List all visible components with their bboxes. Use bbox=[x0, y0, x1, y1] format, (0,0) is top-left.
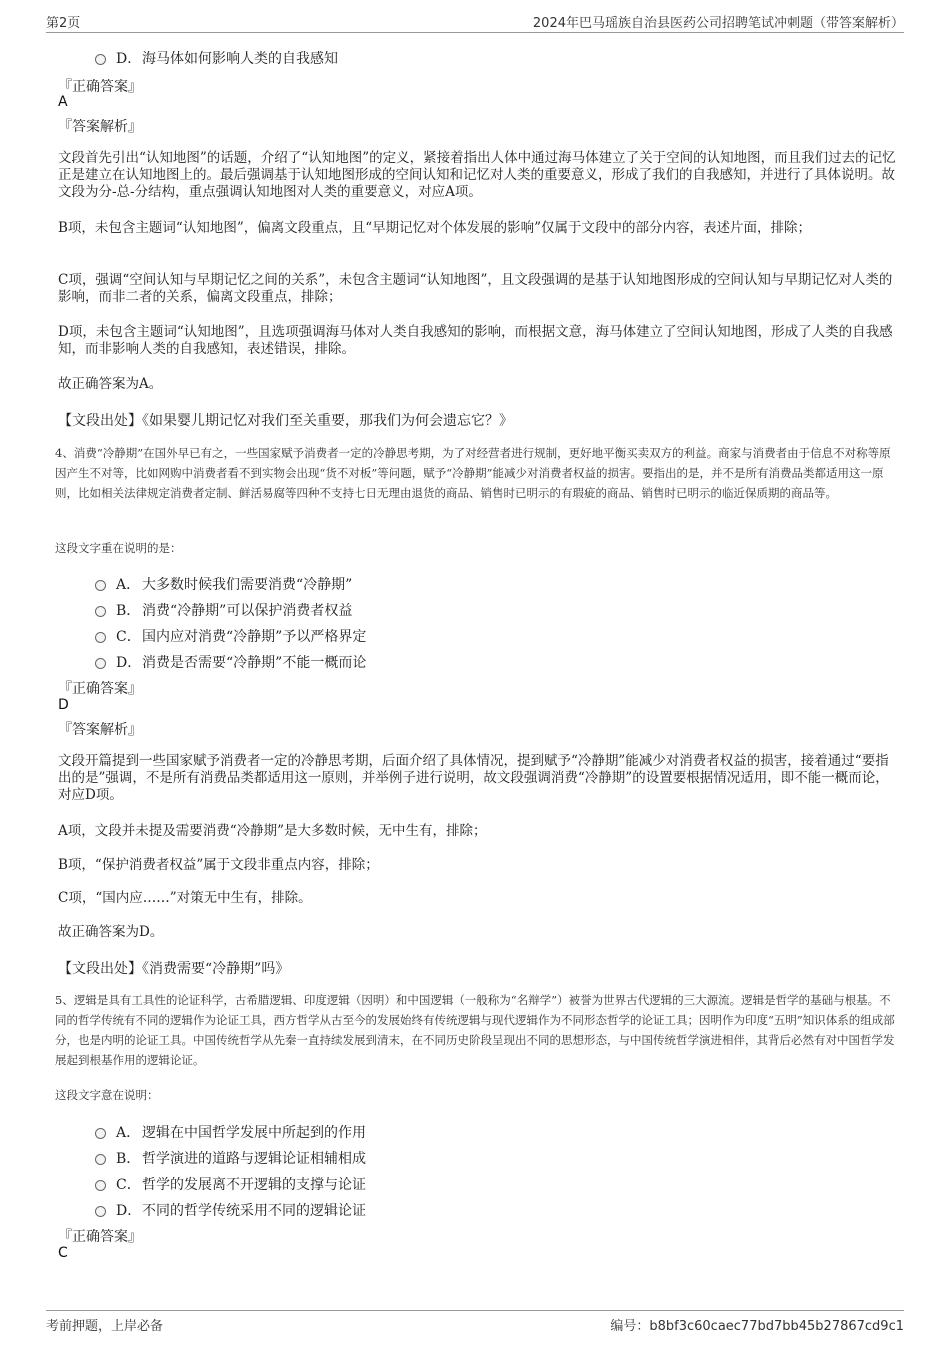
q4-option-d[interactable]: D． 消费是否需要“冷静期”不能一概而论 bbox=[95, 652, 366, 672]
radio-icon[interactable] bbox=[95, 580, 106, 591]
footer-slogan: 考前押题，上岸必备 bbox=[46, 1319, 164, 1334]
q3-source: 【文段出处】《如果婴儿期记忆对我们至关重要，那我们为何会遗忘它？》 bbox=[58, 413, 513, 429]
q5-question: 5、逻辑是具有工具性的论证科学，古希腊逻辑、印度逻辑（因明）和中国逻辑（一般称为“名辩学”）被誉为世界古代逻辑的三大源流。逻辑是哲学的基础与根基。不同的哲学传统有不同的逻辑作为论证工具，西方哲学从古至今的发展始终有传统逻辑与现代逻辑作为不同形态哲学的论证工具；因明作为印度“五明”知识体系的组成部分，也是内明的论证工具。中国传统哲学从先秦一直持续发展到清末，在不同历史阶段呈现出不同的思想形态，与中国传统哲学演进相伴，其背后必然有对中国哲学发展起到根基作用的逻辑论证。 bbox=[55, 993, 895, 1067]
radio-icon[interactable] bbox=[95, 606, 106, 617]
radio-icon[interactable] bbox=[95, 1154, 106, 1165]
document-code-value: b8bf3c60caec77bd7bb45b27867cd9c1 bbox=[649, 1319, 904, 1334]
radio-icon[interactable] bbox=[95, 1206, 106, 1217]
radio-icon[interactable] bbox=[95, 54, 106, 65]
radio-icon[interactable] bbox=[95, 1180, 106, 1191]
q5-option-d[interactable]: D． 不同的哲学传统采用不同的逻辑论证 bbox=[95, 1200, 366, 1220]
q3-answer: A bbox=[58, 94, 68, 110]
q5-answer-label: 『正确答案』 bbox=[58, 1229, 142, 1245]
header-divider bbox=[46, 32, 904, 33]
q4-answer-label: 『正确答案』 bbox=[58, 681, 142, 697]
q4-analysis-label: 『答案解析』 bbox=[58, 722, 142, 738]
q4-answer: D bbox=[58, 697, 69, 713]
radio-icon[interactable] bbox=[95, 632, 106, 643]
document-code bbox=[610, 1315, 904, 1334]
q5-option-a[interactable]: A． 逻辑在中国哲学发展中所起到的作用 bbox=[95, 1122, 366, 1142]
q4-option-a[interactable]: A． 大多数时候我们需要消费“冷静期” bbox=[95, 574, 352, 594]
q4-analysis-paragraph: A项，文段并未提及需要消费“冷静期”是大多数时候，无中生有，排除； bbox=[58, 823, 487, 839]
radio-icon[interactable] bbox=[95, 658, 106, 669]
q3-answer-label: 『正确答案』 bbox=[58, 79, 142, 95]
q5-option-c[interactable]: C． 哲学的发展离不开逻辑的支撑与论证 bbox=[95, 1174, 366, 1194]
q4-analysis-paragraph: 文段开篇提到一些国家赋予消费者一定的冷静思考期，后面介绍了具体情况，提到赋予“冷静期”能减少对消费者权益的损害，接着通过“要指出的是”强调，不是所有消费品类都适用这一原则，并举例子进行说明，故文段强调消费“冷静期”的设置要根据情况适用，即不能一概而论，对应D项。 bbox=[58, 753, 889, 803]
q4-question: 4、消费“冷静期”在国外早已有之，一些国家赋予消费者一定的冷静思考期，为了对经营者进行规制，更好地平衡买卖双方的利益。商家与消费者由于信息不对称等原因产生不对等，比如网购中消费者看不到实物会出现“货不对板”等问题，赋予“冷静期”能减少对消费者权益的损害。要指出的是，并不是所有消费品类都适用这一原则，比如相关法律规定消费者定制、鲜活易腐等四种不支持七日无理由退货的商品、销售时已明示的有瑕疵的商品、销售时已明示的临近保质期的商品等。 bbox=[55, 446, 891, 500]
document-code-label: 编号： bbox=[610, 1319, 650, 1334]
footer-divider bbox=[46, 1310, 904, 1311]
q4-analysis-paragraph: B项，“保护消费者权益”属于文段非重点内容，排除； bbox=[58, 857, 379, 873]
document-title: 2024年巴马瑶族自治县医药公司招聘笔试冲刺题（带答案解析） bbox=[532, 16, 904, 31]
q3-analysis-paragraph: B项，未包含主题词“认知地图”，偏离文段重点，且“早期记忆对个体发展的影响”仅属于文段中的部分内容，表述片面，排除； bbox=[58, 220, 812, 236]
radio-icon[interactable] bbox=[95, 1128, 106, 1139]
q4-analysis-paragraph: C项，“国内应……”对策无中生有，排除。 bbox=[58, 890, 312, 906]
q3-analysis-paragraph: D项，未包含主题词“认知地图”，且选项强调海马体对人类自我感知的影响，而根据文意，海马体建立了空间认知地图，形成了人类的自我感知，而非影响人类的自我感知，表述错误，排除。 bbox=[58, 324, 893, 357]
q3-analysis-paragraph: 文段首先引出“认知地图”的话题，介绍了“认知地图”的定义，紧接着指出人体中通过海马体建立了关于空间的认知地图，而且我们过去的记忆正是建立在认知地图上的。最后强调基于认知地图形成的空间认知和记忆对人类的重要意义，形成了我们的自我感知，并进行了具体说明。故文段为分-总-分结构，重点强调认知地图对人类的重要意义，对应A项。 bbox=[58, 150, 896, 200]
q4-conclusion: 故正确答案为D。 bbox=[58, 924, 164, 940]
q3-option-d[interactable]: D． 海马体如何影响人类的自我感知 bbox=[95, 48, 338, 68]
q5-answer: C bbox=[58, 1245, 68, 1261]
q5-prompt: 这段文字意在说明： bbox=[55, 1088, 159, 1102]
q3-conclusion: 故正确答案为A。 bbox=[58, 376, 163, 392]
q4-option-b[interactable]: B． 消费“冷静期”可以保护消费者权益 bbox=[95, 600, 352, 620]
q4-option-c[interactable]: C． 国内应对消费“冷静期”予以严格界定 bbox=[95, 626, 366, 646]
q4-source: 【文段出处】《消费需要“冷静期”吗》 bbox=[58, 961, 290, 977]
q5-option-b[interactable]: B． 哲学演进的道路与逻辑论证相辅相成 bbox=[95, 1148, 366, 1168]
q3-analysis-paragraph: C项，强调“空间认知与早期记忆之间的关系”，未包含主题词“认知地图”，且文段强调的是基于认知地图形成的空间认知与早期记忆对人类的影响，而非二者的关系，偏离文段重点，排除； bbox=[58, 272, 893, 305]
q4-prompt: 这段文字重在说明的是： bbox=[55, 541, 182, 555]
q3-analysis-label: 『答案解析』 bbox=[58, 119, 142, 135]
page-number: 第2页 bbox=[46, 16, 81, 31]
